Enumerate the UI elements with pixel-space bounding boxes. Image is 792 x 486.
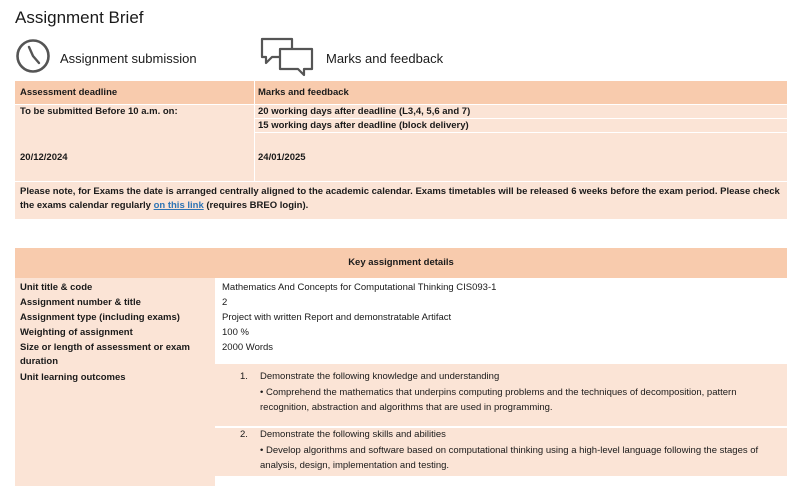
weighting-value: 100 % [222, 327, 249, 338]
unit-title-label: Unit title & code [20, 282, 93, 293]
outcome-number: 2. [240, 429, 248, 440]
clock-icon [15, 38, 51, 74]
deadline-date: 20/12/2024 [20, 152, 68, 163]
exam-note [20, 185, 780, 213]
outcome-heading: Demonstrate the following skills and abilities [260, 429, 446, 440]
feedback-rule-standard: 20 working days after deadline (L3,4, 5,6 and 7) [258, 106, 471, 117]
key-details-table [15, 248, 787, 486]
learning-outcome-1 [215, 364, 787, 426]
page-title: Assignment Brief [15, 8, 144, 27]
key-details-header: Key assignment details [15, 248, 787, 278]
learning-outcome-2 [215, 428, 787, 476]
deadline-table [15, 81, 787, 219]
weighting-label: Weighting of assignment [20, 327, 133, 338]
assignment-type-value: Project with written Report and demonstratable Artifact [222, 312, 452, 323]
deadline-table-header [15, 81, 787, 104]
assignment-number-value: 2 [222, 297, 228, 308]
unit-title-value: Mathematics And Concepts for Computational Thinking CIS093-1 [222, 282, 497, 293]
outcome-text: • Comprehend the mathematics that underpins computing problems and the techniques of decomposition, pattern recognition, abstraction and algorithms that are used in programming. [260, 387, 737, 413]
feedback-column-header: Marks and feedback [258, 87, 349, 98]
marks-feedback-label: Marks and feedback [326, 51, 444, 66]
assignment-type-label: Assignment type (including exams) [20, 312, 180, 323]
exam-note-text: Please note, for Exams the date is arranged centrally aligned to the academic calendar. Exams timetables will be released 6 weeks before the exam period. Please check the exams calendar regularly [20, 186, 780, 211]
exams-calendar-link[interactable]: on this link [153, 200, 204, 211]
speech-bubbles-icon [260, 37, 314, 77]
size-length-label: Size or length of assessment or exam duration [20, 342, 191, 367]
feedback-date: 24/01/2025 [258, 152, 306, 163]
size-length-value: 2000 Words [222, 342, 274, 353]
submit-before-label: To be submitted Before 10 a.m. on: [20, 106, 178, 117]
feedback-rule-block: 15 working days after deadline (block delivery) [258, 120, 469, 131]
assignment-submission-label: Assignment submission [60, 51, 197, 66]
outcome-text: • Develop algorithms and software based on computational thinking using a high-level language following the stages of analysis, design, implementation and testing. [260, 445, 759, 471]
learning-outcomes-label: Unit learning outcomes [20, 372, 126, 383]
assignment-number-label: Assignment number & title [20, 297, 141, 308]
outcome-number: 1. [240, 371, 248, 382]
outcome-heading: Demonstrate the following knowledge and understanding [260, 371, 500, 382]
deadline-column-header: Assessment deadline [20, 87, 118, 98]
exam-note-suffix: (requires BREO login). [203, 200, 309, 211]
